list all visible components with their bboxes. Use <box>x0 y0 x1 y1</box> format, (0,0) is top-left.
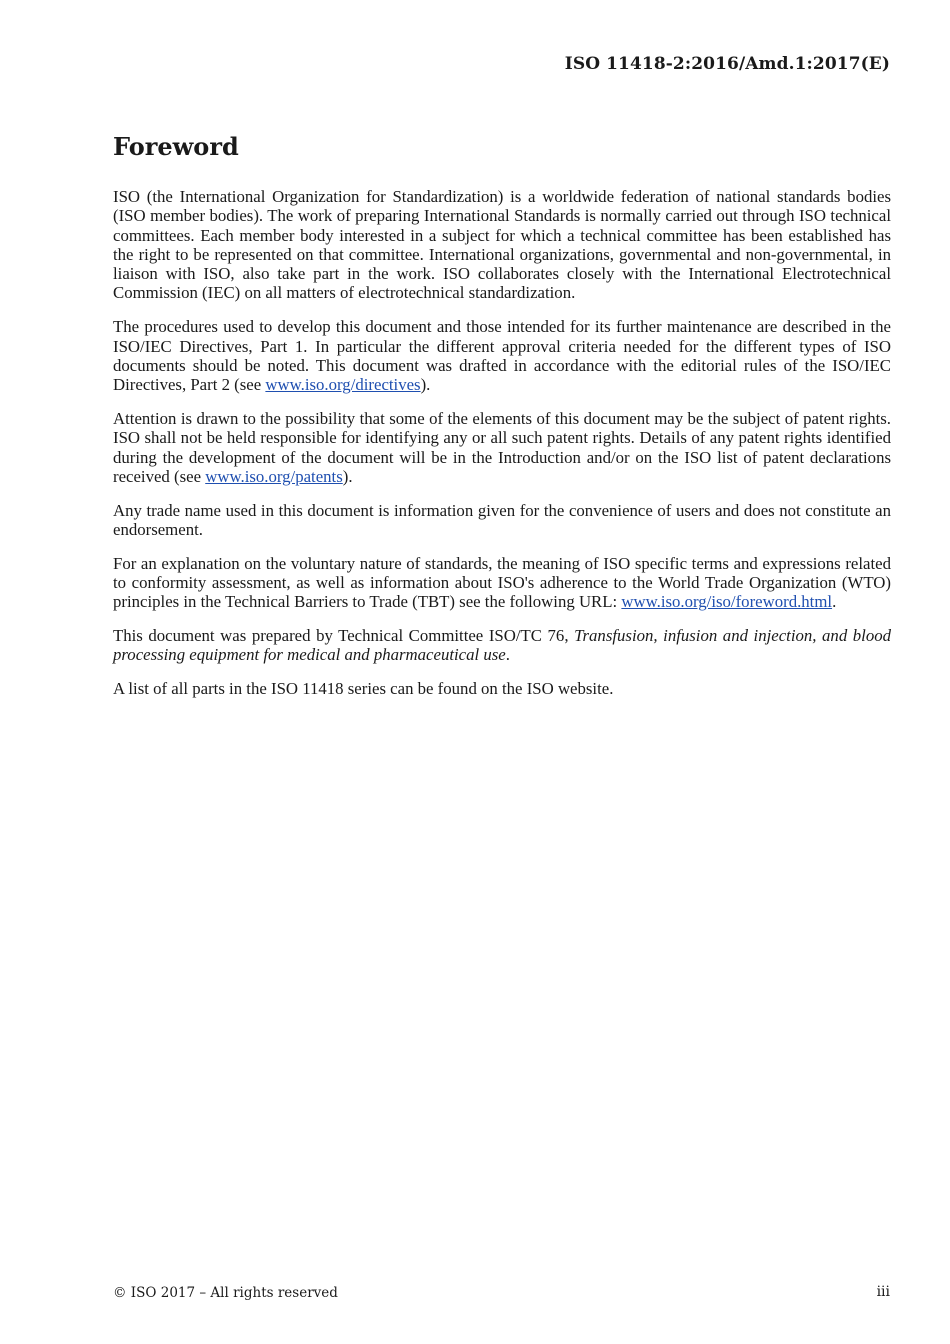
paragraph-text: A list of all parts in the ISO 11418 series can be found on the ISO website. <box>113 679 614 699</box>
committee-title: Transfusion, infusion and injection, and blood processing equipment for medical and pharmaceutical use <box>113 626 892 665</box>
paragraph-committee <box>113 626 891 665</box>
foreword-url-link[interactable]: www.iso.org/iso/foreword.html <box>621 592 833 612</box>
footer-copyright: © ISO 2017 – All rights reserved <box>113 1285 338 1301</box>
paragraph-series-list <box>113 679 891 698</box>
paragraph-trade-name <box>113 501 891 540</box>
paragraph-text: . <box>505 645 510 665</box>
paragraph-voluntary-nature <box>113 554 891 612</box>
foreword-body <box>113 187 891 713</box>
patents-link[interactable]: www.iso.org/patents <box>205 466 343 486</box>
paragraph-text: . <box>832 592 837 612</box>
paragraph-text: For an explanation on the voluntary nature of standards, the meaning of ISO specific terms and expressions related to conformity assessment, as well as information about ISO's adherence to the World Trade Organization (WTO) principles in the Technical Barriers to Trade (TBT) see the following URL: <box>113 553 891 612</box>
document-id-header: ISO 11418-2:2016/Amd.1:2017(E) <box>564 54 890 74</box>
paragraph-text: This document was prepared by Technical Committee ISO/TC 76, <box>113 626 575 646</box>
paragraph-text: ). <box>342 466 353 486</box>
page-title: Foreword <box>113 132 239 161</box>
paragraph-text: The procedures used to develop this document and those intended for its further maintenance are described in the ISO/IEC Directives, Part 1. In particular the different approval criteria needed for the different types of ISO documents should be noted. This document was drafted in accordance with the editorial rules of the ISO/IEC Directives, Part 2 (see <box>113 317 891 395</box>
footer-page-number: iii <box>876 1284 890 1300</box>
paragraph-text: ISO (the International Organization for Standardization) is a worldwide federation of national standards bodies (ISO member bodies). The work of preparing International Standards is normally carried out through ISO technical committees. Each member body interested in a subject for which a technical committee has been established has the right to be represented on that committee. International organizations, governmental and non-governmental, in liaison with ISO, also take part in the work. ISO collaborates closely with the International Electrotechnical Commission (IEC) on all matters of electrotechnical standardization. <box>113 187 891 303</box>
paragraph-iso-intro <box>113 187 891 303</box>
paragraph-procedures <box>113 317 891 394</box>
paragraph-text: Any trade name used in this document is information given for the convenience of users and does not constitute an endorsement. <box>113 500 891 539</box>
paragraph-text: ). <box>420 375 431 395</box>
paragraph-text: Attention is drawn to the possibility that some of the elements of this document may be the subject of patent rights. ISO shall not be held responsible for identifying any or all such patent rights. Details of any patent rights identified during the development of the document will be in the Introduction and/or on the ISO list of patent declarations received (see <box>113 408 891 486</box>
directives-link[interactable]: www.iso.org/directives <box>265 375 421 395</box>
paragraph-patents <box>113 409 891 486</box>
